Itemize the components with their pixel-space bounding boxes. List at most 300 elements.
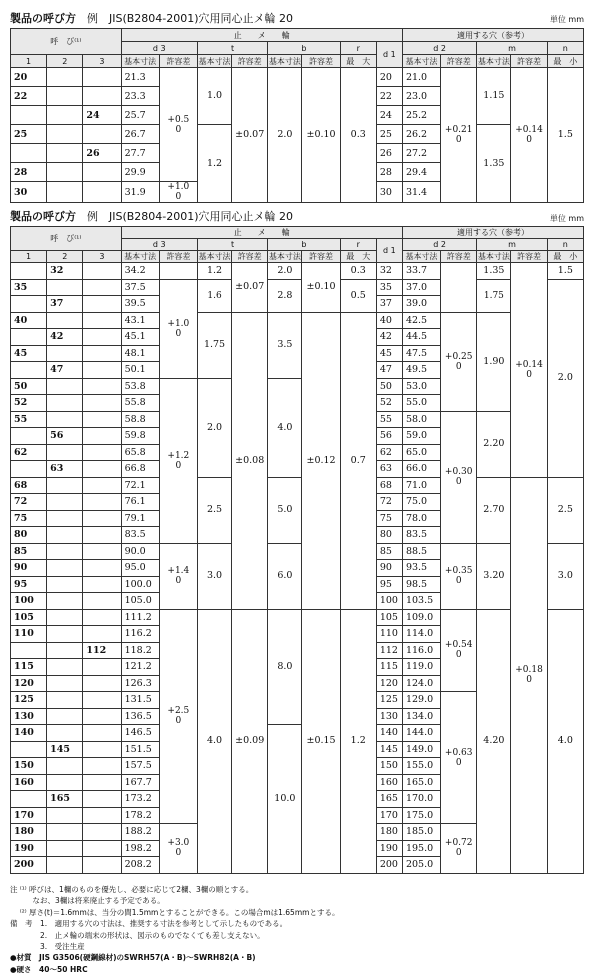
nominal-col3 xyxy=(83,362,121,379)
nominal-col2 xyxy=(47,725,83,742)
ring-header: 止 メ 輪 xyxy=(121,29,402,42)
nominal-col1 xyxy=(11,428,47,445)
m-base-header: 基本寸法 xyxy=(477,56,510,66)
remark-2: 2. 止メ輪の端末の形状は、図示のものでなくても差し支えない。 xyxy=(10,930,265,940)
m-base: 1.35 xyxy=(477,125,511,203)
t-tol-header: 許容差 xyxy=(232,251,268,263)
nominal-col1: 85 xyxy=(11,543,47,560)
nominal-col3: 24 xyxy=(83,106,121,125)
d3-base: 53.8 xyxy=(121,378,159,395)
d3-base: 95.0 xyxy=(121,560,159,577)
nominal-col1 xyxy=(11,461,47,478)
table-row xyxy=(11,263,584,280)
m-tol-header: 許容差 xyxy=(511,251,547,263)
nominal-col3 xyxy=(83,510,121,527)
n-min: 1.5 xyxy=(547,263,583,280)
d2-base: 37.0 xyxy=(402,279,440,296)
d3-base-header: 基本寸法 xyxy=(121,251,159,263)
d1-value: 26 xyxy=(376,144,402,163)
header-row-1 xyxy=(11,227,584,239)
d2-base: 109.0 xyxy=(402,609,440,626)
d1-value: 100 xyxy=(376,593,402,610)
nominal-col2: 145 xyxy=(47,741,83,758)
d2-base: 165.0 xyxy=(402,774,440,791)
t-tolerance: ±0.09 xyxy=(232,609,268,873)
n-min: 2.0 xyxy=(547,279,583,477)
d2-base: 26.2 xyxy=(402,125,440,144)
d1-value: 125 xyxy=(376,692,402,709)
nominal-col1: 45 xyxy=(11,345,47,362)
nominal-col2 xyxy=(47,774,83,791)
nominal-col3 xyxy=(83,659,121,676)
d2-tolerance: +0.63 0 xyxy=(441,692,477,824)
d2-tolerance: +0.21 0 xyxy=(441,68,477,203)
d1-value: 190 xyxy=(376,840,402,857)
d3-base: 167.7 xyxy=(121,774,159,791)
d3-base: 50.1 xyxy=(121,362,159,379)
d2-base: 33.7 xyxy=(402,263,440,280)
d2-base: 21.0 xyxy=(402,68,440,87)
d1-value: 180 xyxy=(376,824,402,841)
r-max: 0.5 xyxy=(340,279,376,312)
d2-base: 39.0 xyxy=(402,296,440,313)
d3-base: 66.8 xyxy=(121,461,159,478)
d3-base: 55.8 xyxy=(121,395,159,412)
d1-value: 140 xyxy=(376,725,402,742)
t-tolerance: ±0.08 xyxy=(232,312,268,609)
nominal-col2: 37 xyxy=(47,296,83,313)
nominal-col1 xyxy=(11,106,47,125)
d1-value: 56 xyxy=(376,428,402,445)
nominal-col2 xyxy=(47,675,83,692)
d3-base: 25.7 xyxy=(121,106,159,125)
nominal-header: 呼 び⁽¹⁾ xyxy=(11,227,122,251)
nominal-col2 xyxy=(47,576,83,593)
t-base: 2.0 xyxy=(197,378,231,477)
note-2: ⁽²⁾ 厚さ(t)＝1.6mmは、当分の間1.5mmとすることができる。この場合mは1.65mmとする。 xyxy=(10,907,340,917)
nominal-col2 xyxy=(47,345,83,362)
nominal-col1: 28 xyxy=(11,163,47,182)
d2-tol-header: 許容差 xyxy=(441,251,477,263)
t-base: 1.0 xyxy=(197,68,231,125)
nominal-col1: 25 xyxy=(11,125,47,144)
d2-base: 155.0 xyxy=(402,758,440,775)
b-base: 2.8 xyxy=(268,279,302,312)
b-tolerance: ±0.10 xyxy=(302,68,340,203)
t-base: 1.2 xyxy=(197,263,231,280)
nominal-col3 xyxy=(83,824,121,841)
d3-base: 121.2 xyxy=(121,659,159,676)
nominal-col3 xyxy=(83,626,121,643)
d1-value: 52 xyxy=(376,395,402,412)
d1-value: 63 xyxy=(376,461,402,478)
header-row-3 xyxy=(11,55,584,68)
nominal-col3 xyxy=(83,461,121,478)
n-header: n xyxy=(547,239,583,251)
d2-base: 31.4 xyxy=(402,182,440,203)
b-base: 2.0 xyxy=(268,263,302,280)
nominal-col3 xyxy=(83,774,121,791)
d3-tolerance: +1.2 0 xyxy=(159,378,197,543)
d3-base: 37.5 xyxy=(121,279,159,296)
nominal-col3 xyxy=(83,593,121,610)
d2-base: 55.0 xyxy=(402,395,440,412)
r-max-header: 最 大 xyxy=(340,55,376,68)
nominal-col1: 125 xyxy=(11,692,47,709)
m-tolerance: +0.14 0 xyxy=(511,263,547,478)
d2-base: 185.0 xyxy=(402,824,440,841)
d1-value: 105 xyxy=(376,609,402,626)
m-base: 1.35 xyxy=(477,263,511,280)
d3-base: 23.3 xyxy=(121,87,159,106)
t-base: 4.0 xyxy=(197,609,231,873)
d1-value: 120 xyxy=(376,675,402,692)
remark-3: 3. 受注生産 xyxy=(10,942,85,952)
material: ●材質 JIS G3506(硬鋼線材)のSWRH57(A・B)～SWRH82(A・B) xyxy=(10,953,256,963)
hole-header: 適用する穴（参考） xyxy=(402,227,583,239)
nominal-col1: 22 xyxy=(11,87,47,106)
nominal-col2: 47 xyxy=(47,362,83,379)
d1-value: 145 xyxy=(376,741,402,758)
nominal-col2 xyxy=(47,444,83,461)
nominal-col3 xyxy=(83,312,121,329)
d1-value: 37 xyxy=(376,296,402,313)
b-base-header: 基本寸法 xyxy=(268,56,301,66)
hole-header: 適用する穴（参考） xyxy=(402,29,583,42)
nominal-col1: 110 xyxy=(11,626,47,643)
nominal-col3 xyxy=(83,428,121,445)
d3-base: 76.1 xyxy=(121,494,159,511)
nominal-col1: 62 xyxy=(11,444,47,461)
d2-base: 88.5 xyxy=(402,543,440,560)
d2-base: 29.4 xyxy=(402,163,440,182)
d2-base: 93.5 xyxy=(402,560,440,577)
nominal-col3 xyxy=(83,494,121,511)
nominal-col3 xyxy=(83,576,121,593)
d3-tolerance: +1.0 0 xyxy=(159,279,197,378)
d3-header: d 3 xyxy=(121,42,197,55)
d3-base: 126.3 xyxy=(121,675,159,692)
d2-base: 205.0 xyxy=(402,857,440,874)
nominal-col2 xyxy=(47,477,83,494)
nominal-col3 xyxy=(83,840,121,857)
nominal-col2 xyxy=(47,510,83,527)
nominal-col1: 200 xyxy=(11,857,47,874)
nominal-col3 xyxy=(83,857,121,874)
d1-header: d 1 xyxy=(376,42,402,68)
d2-base: 66.0 xyxy=(402,461,440,478)
nominal-col1: 100 xyxy=(11,593,47,610)
nominal-col3 xyxy=(83,708,121,725)
d1-value: 150 xyxy=(376,758,402,775)
nominal-col1: 50 xyxy=(11,378,47,395)
nominal-col1 xyxy=(11,362,47,379)
d1-value: 40 xyxy=(376,312,402,329)
d3-tol-header: 許容差 xyxy=(159,251,197,263)
d1-value: 160 xyxy=(376,774,402,791)
b-base: 3.5 xyxy=(268,312,302,378)
t-base-header: 基本寸法 xyxy=(198,252,231,261)
nominal-col1: 180 xyxy=(11,824,47,841)
nominal-col1: 75 xyxy=(11,510,47,527)
d3-base: 105.0 xyxy=(121,593,159,610)
m-base: 4.20 xyxy=(477,609,511,873)
d1-value: 110 xyxy=(376,626,402,643)
d3-base: 48.1 xyxy=(121,345,159,362)
table2 xyxy=(10,226,584,874)
d1-value: 25 xyxy=(376,125,402,144)
d2-tolerance: +0.30 0 xyxy=(441,411,477,543)
d1-value: 115 xyxy=(376,659,402,676)
m-header: m xyxy=(477,239,547,251)
table-row xyxy=(11,477,584,494)
m-base-header: 基本寸法 xyxy=(477,252,510,261)
d3-base: 45.1 xyxy=(121,329,159,346)
b-base: 2.0 xyxy=(268,68,302,203)
d1-value: 20 xyxy=(376,68,402,87)
r-max: 0.3 xyxy=(340,68,376,203)
nominal-col3 xyxy=(83,609,121,626)
d1-value: 90 xyxy=(376,560,402,577)
table1-title: 製品の呼び方 例 JIS(B2804-2001)穴用同心止メ輪 20 xyxy=(10,12,294,25)
nominal-col2 xyxy=(47,125,83,144)
nominal-col2 xyxy=(47,807,83,824)
d2-base: 114.0 xyxy=(402,626,440,643)
nominal-col1: 72 xyxy=(11,494,47,511)
d1-value: 85 xyxy=(376,543,402,560)
nominal-col3 xyxy=(83,163,121,182)
nominal-col3 xyxy=(83,758,121,775)
nominal-col2: 32 xyxy=(47,263,83,280)
t-tolerance: ±0.07 xyxy=(232,263,268,313)
d1-value: 200 xyxy=(376,857,402,874)
nominal-col3 xyxy=(83,560,121,577)
col1-header: 1 xyxy=(11,251,47,263)
d3-header: d 3 xyxy=(121,239,197,251)
d1-value: 28 xyxy=(376,163,402,182)
b-tolerance: ±0.10 xyxy=(302,263,340,313)
d3-base: 58.8 xyxy=(121,411,159,428)
b-tolerance: ±0.12 xyxy=(302,312,340,609)
d2-tolerance: +0.25 0 xyxy=(441,312,477,411)
nominal-col1 xyxy=(11,144,47,163)
table-row xyxy=(11,543,584,560)
ring-header: 止 メ 輪 xyxy=(121,227,402,239)
d2-base: 59.0 xyxy=(402,428,440,445)
d3-base: 21.3 xyxy=(121,68,159,87)
nominal-col2 xyxy=(47,626,83,643)
t-base-header: 基本寸法 xyxy=(198,56,231,66)
d1-value: 165 xyxy=(376,791,402,808)
b-base: 4.0 xyxy=(268,378,302,477)
nominal-col2 xyxy=(47,840,83,857)
d3-tolerance xyxy=(159,263,197,280)
n-min: 3.0 xyxy=(547,543,583,609)
nominal-col3 xyxy=(83,279,121,296)
d1-value: 22 xyxy=(376,87,402,106)
d1-value: 55 xyxy=(376,411,402,428)
t-header: t xyxy=(197,42,267,55)
m-tol-header: 許容差 xyxy=(511,55,547,68)
nominal-col1 xyxy=(11,296,47,313)
d1-value: 24 xyxy=(376,106,402,125)
nominal-col3 xyxy=(83,675,121,692)
d3-base: 151.5 xyxy=(121,741,159,758)
d2-base: 119.0 xyxy=(402,659,440,676)
d1-value: 30 xyxy=(376,182,402,203)
col3-header: 3 xyxy=(83,55,121,68)
nominal-col1: 160 xyxy=(11,774,47,791)
nominal-col1: 68 xyxy=(11,477,47,494)
nominal-col2 xyxy=(47,692,83,709)
nominal-col2 xyxy=(47,144,83,163)
d2-base: 83.5 xyxy=(402,527,440,544)
nominal-header: 呼 び⁽¹⁾ xyxy=(11,29,122,55)
r-max: 0.3 xyxy=(340,263,376,280)
nominal-col1: 55 xyxy=(11,411,47,428)
d3-base: 43.1 xyxy=(121,312,159,329)
d2-header: d 2 xyxy=(402,42,476,55)
nominal-col1: 130 xyxy=(11,708,47,725)
b-base-header: 基本寸法 xyxy=(268,252,301,261)
nominal-col2 xyxy=(47,163,83,182)
nominal-col1: 190 xyxy=(11,840,47,857)
nominal-col3: 26 xyxy=(83,144,121,163)
nominal-col2 xyxy=(47,494,83,511)
b-tolerance: ±0.15 xyxy=(302,609,340,873)
b-base: 10.0 xyxy=(268,725,302,874)
n-min: 2.5 xyxy=(547,477,583,543)
nominal-col1: 80 xyxy=(11,527,47,544)
header-row-1 xyxy=(11,29,584,42)
nominal-col2 xyxy=(47,824,83,841)
nominal-col1: 35 xyxy=(11,279,47,296)
d2-base: 65.0 xyxy=(402,444,440,461)
d3-tolerance: +3.0 0 xyxy=(159,824,197,874)
d1-value: 68 xyxy=(376,477,402,494)
nominal-col2: 63 xyxy=(47,461,83,478)
d2-base: 71.0 xyxy=(402,477,440,494)
d3-base: 26.7 xyxy=(121,125,159,144)
b-header: b xyxy=(268,42,340,55)
nominal-col2 xyxy=(47,378,83,395)
nominal-col2 xyxy=(47,395,83,412)
nominal-col1 xyxy=(11,642,47,659)
nominal-col3 xyxy=(83,345,121,362)
r-header: r xyxy=(340,42,376,55)
d1-value: 170 xyxy=(376,807,402,824)
table-row xyxy=(11,279,584,296)
r-max: 1.2 xyxy=(340,609,376,873)
d2-base: 129.0 xyxy=(402,692,440,709)
d2-base: 47.5 xyxy=(402,345,440,362)
nominal-col2 xyxy=(47,182,83,203)
nominal-col2 xyxy=(47,411,83,428)
nominal-col1: 52 xyxy=(11,395,47,412)
table2-title: 製品の呼び方 例 JIS(B2804-2001)穴用同心止メ輪 20 xyxy=(10,210,294,223)
t-base: 1.75 xyxy=(197,312,231,378)
d2-tolerance xyxy=(441,263,477,313)
d3-tol-header: 許容差 xyxy=(159,55,197,68)
d2-base: 103.5 xyxy=(402,593,440,610)
table2-unit: 単位 mm xyxy=(549,214,584,223)
d2-base: 58.0 xyxy=(402,411,440,428)
d3-base-header: 基本寸法 xyxy=(121,55,159,68)
nominal-col1: 20 xyxy=(11,68,47,87)
table1-unit: 単位 mm xyxy=(549,15,584,24)
t-base: 1.2 xyxy=(197,125,231,203)
d2-base-header: 基本寸法 xyxy=(402,55,440,68)
b-tol-header: 許容差 xyxy=(302,55,340,68)
nominal-col3 xyxy=(83,68,121,87)
n-min: 1.5 xyxy=(547,68,583,203)
col2-header: 2 xyxy=(47,251,83,263)
d2-header: d 2 xyxy=(402,239,476,251)
nominal-col3 xyxy=(83,87,121,106)
note-1b: なお、3欄は将来廃止する予定である。 xyxy=(10,896,165,906)
nominal-col2 xyxy=(47,543,83,560)
d3-base: 31.9 xyxy=(121,182,159,203)
d3-base: 188.2 xyxy=(121,824,159,841)
nominal-col3 xyxy=(83,411,121,428)
table1 xyxy=(10,28,584,203)
d1-value: 45 xyxy=(376,345,402,362)
r-header: r xyxy=(340,239,376,251)
col3-header: 3 xyxy=(83,251,121,263)
d2-base: 49.5 xyxy=(402,362,440,379)
nominal-col1: 115 xyxy=(11,659,47,676)
b-tol-header: 許容差 xyxy=(302,251,340,263)
d2-base: 175.0 xyxy=(402,807,440,824)
nominal-col2: 165 xyxy=(47,791,83,808)
remark-1: 備 考 1. 適用する穴の寸法は、推奨する寸法を参考として示したものである。 xyxy=(10,919,288,929)
d3-base: 79.1 xyxy=(121,510,159,527)
nominal-col2 xyxy=(47,279,83,296)
nominal-col2 xyxy=(47,758,83,775)
d3-base: 100.0 xyxy=(121,576,159,593)
m-base: 2.20 xyxy=(477,411,511,477)
d3-base: 27.7 xyxy=(121,144,159,163)
nominal-col1: 90 xyxy=(11,560,47,577)
nominal-col1: 120 xyxy=(11,675,47,692)
m-tolerance: +0.18 0 xyxy=(511,477,547,873)
d3-base: 90.0 xyxy=(121,543,159,560)
t-tol-header: 許容差 xyxy=(232,55,268,68)
d2-base: 78.0 xyxy=(402,510,440,527)
nominal-col2 xyxy=(47,312,83,329)
d2-base: 124.0 xyxy=(402,675,440,692)
nominal-col2 xyxy=(47,68,83,87)
notes xyxy=(10,884,590,975)
table-row xyxy=(11,609,584,626)
table-row xyxy=(11,68,584,87)
d1-value: 80 xyxy=(376,527,402,544)
d3-base: 59.8 xyxy=(121,428,159,445)
r-max: 0.7 xyxy=(340,312,376,609)
d3-tolerance: +2.5 0 xyxy=(159,609,197,824)
d2-base: 53.0 xyxy=(402,378,440,395)
d2-base: 27.2 xyxy=(402,144,440,163)
nominal-col2: 56 xyxy=(47,428,83,445)
b-base: 6.0 xyxy=(268,543,302,609)
nominal-col2 xyxy=(47,609,83,626)
nominal-col2: 42 xyxy=(47,329,83,346)
r-max-header: 最 大 xyxy=(340,251,376,263)
d1-value: 47 xyxy=(376,362,402,379)
d2-base: 116.0 xyxy=(402,642,440,659)
d1-value: 42 xyxy=(376,329,402,346)
d1-value: 95 xyxy=(376,576,402,593)
